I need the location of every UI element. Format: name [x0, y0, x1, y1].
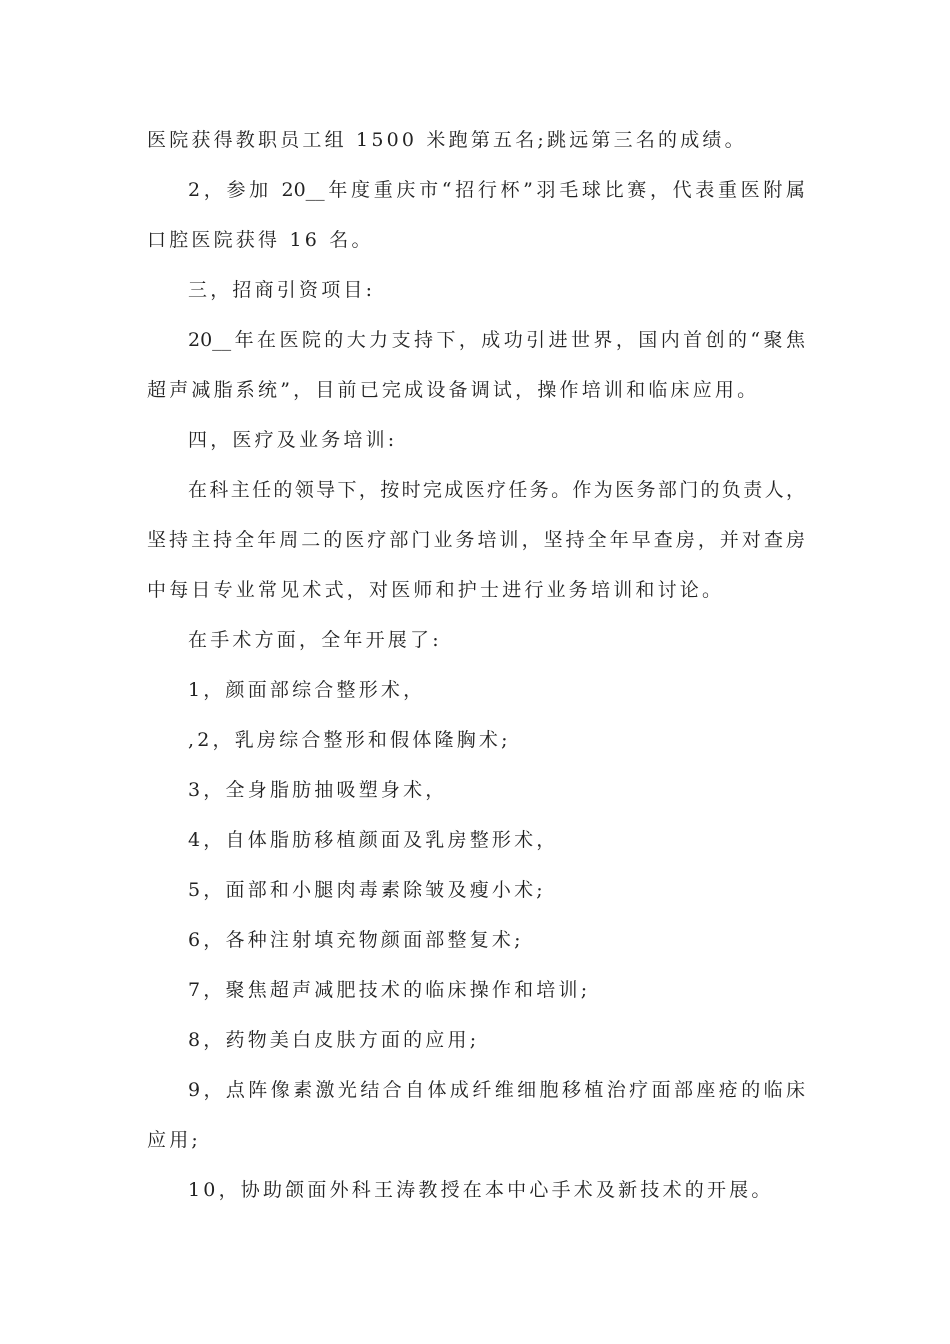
list-item: 6，各种注射填充物颜面部整复术;: [188, 929, 524, 951]
paragraph-line: 口腔医院获得 16 名。: [147, 229, 374, 251]
list-item-continuation: 应用;: [147, 1129, 202, 1151]
paragraph-line: 中每日专业常见术式，对医师和护士进行业务培训和讨论。: [147, 579, 725, 601]
section-heading: 三，招商引资项目:: [188, 279, 376, 301]
paragraph-line: 在手术方面，全年开展了:: [188, 629, 442, 651]
list-item: 1，颜面部综合整形术，: [188, 679, 426, 701]
list-item: 3，全身脂肪抽吸塑身术，: [188, 779, 448, 801]
section-heading: 四，医疗及业务培训:: [188, 429, 398, 451]
paragraph-line: 20__年在医院的大力支持下，成功引进世界，国内首创的“聚焦: [188, 329, 805, 351]
list-item: ,2，乳房综合整形和假体隆胸术;: [188, 729, 511, 751]
paragraph-line: 超声减脂系统”，目前已完成设备调试，操作培训和临床应用。: [147, 379, 760, 401]
list-item: 8，药物美白皮肤方面的应用;: [188, 1029, 480, 1051]
list-item: 4，自体脂肪移植颜面及乳房整形术，: [188, 829, 559, 851]
list-item: 9，点阵像素激光结合自体成纤维细胞移植治疗面部座疮的临床: [188, 1079, 805, 1101]
list-item: 10，协助颌面外科王涛教授在本中心手术及新技术的开展。: [188, 1179, 774, 1201]
list-item: 5，面部和小腿肉毒素除皱及瘦小术;: [188, 879, 546, 901]
list-item: 7，聚焦超声减肥技术的临床操作和培训;: [188, 979, 591, 1001]
paragraph-line: 2，参加 20__年度重庆市“招行杯”羽毛球比赛，代表重医附属: [188, 179, 805, 201]
paragraph-line: 医院获得教职员工组 1500 米跑第五名;跳远第三名的成绩。: [147, 129, 747, 151]
paragraph-line: 坚持主持全年周二的医疗部门业务培训，坚持全年早查房，并对查房: [147, 529, 805, 551]
paragraph-line: 在科主任的领导下，按时完成医疗任务。作为医务部门的负责人，: [188, 479, 805, 501]
